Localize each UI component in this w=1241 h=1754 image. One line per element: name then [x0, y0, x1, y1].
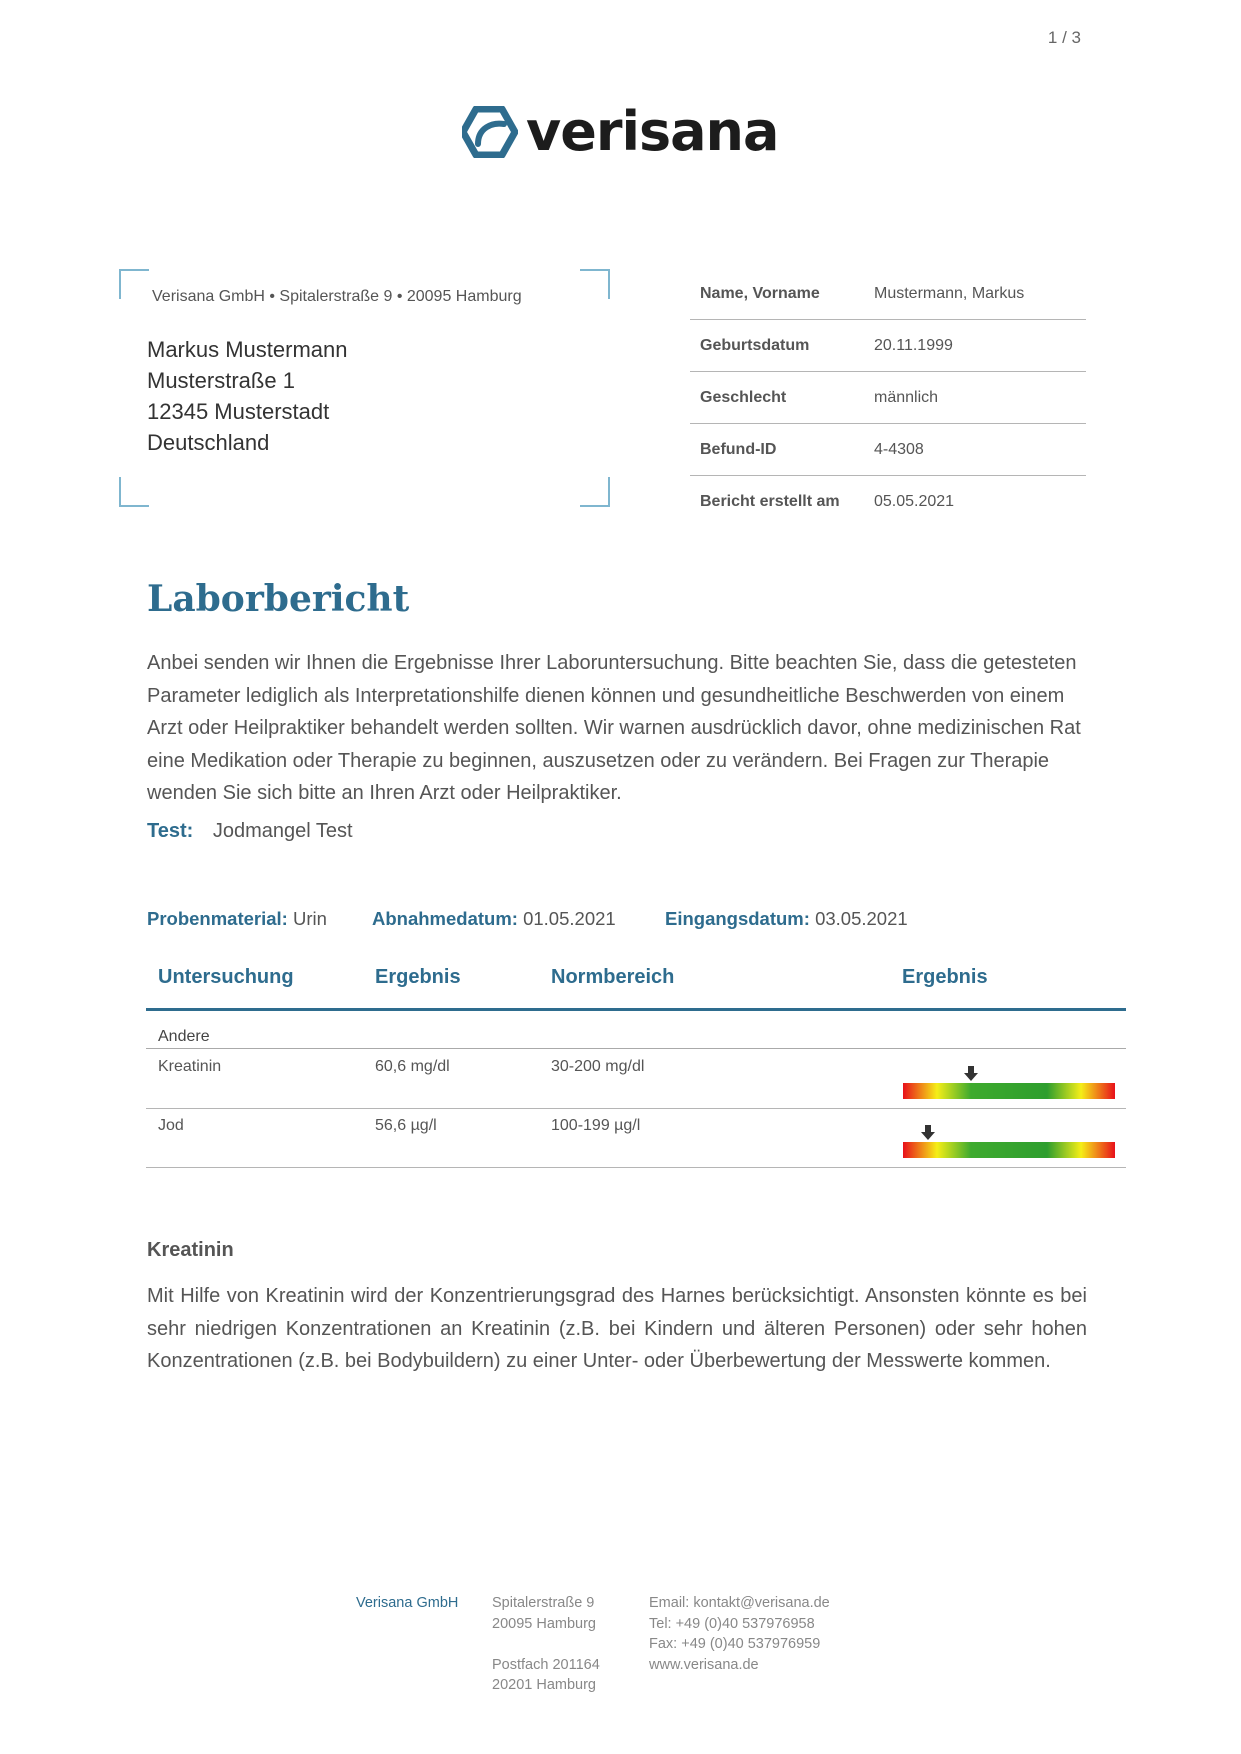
- info-value: 4-4308: [874, 440, 924, 458]
- recipient-address: [147, 334, 348, 458]
- footer-website: www.verisana.de: [649, 1656, 759, 1673]
- page-number: 1 / 3: [1047, 28, 1081, 47]
- header-divider: [146, 1008, 1126, 1011]
- result-marker-arrow-icon: [963, 1066, 979, 1082]
- row-name: Jod: [158, 1117, 184, 1134]
- sample-material: [147, 908, 327, 930]
- recipient-street: Musterstraße 1: [147, 368, 295, 393]
- sample-collection-date: [372, 908, 616, 930]
- column-header-ergebnis-graph: Ergebnis: [902, 966, 988, 988]
- column-header-normbereich: Normbereich: [551, 966, 675, 988]
- result-range-bar: [903, 1142, 1115, 1158]
- test-line: [147, 820, 353, 843]
- footer-postbox-line: 20201 Hamburg: [492, 1677, 596, 1693]
- footer-phone: Tel: +49 (0)40 537976958: [649, 1615, 815, 1632]
- footer-fax: Fax: +49 (0)40 537976959: [649, 1636, 821, 1652]
- row-divider: [146, 1108, 1126, 1109]
- test-value: Jodmangel Test: [212, 820, 353, 842]
- receipt-label: Eingangsdatum:: [665, 908, 810, 929]
- info-value: 05.05.2021: [874, 492, 955, 510]
- info-value: männlich: [874, 388, 939, 406]
- info-label: Bericht erstellt am: [700, 492, 840, 510]
- address-window-corner: [580, 477, 610, 507]
- verisana-logo: [462, 100, 778, 163]
- footer-contact: [649, 1593, 830, 1675]
- sender-line: Verisana GmbH • Spitalerstraße 9 • 20095 Hamburg: [152, 288, 522, 305]
- info-label: Geschlecht: [700, 388, 787, 406]
- info-row: [690, 268, 1086, 320]
- group-label: Andere: [158, 1028, 210, 1045]
- address-window-corner: [580, 269, 610, 299]
- receipt-value: 03.05.2021: [815, 908, 908, 929]
- address-window-corner: [119, 477, 149, 507]
- info-row: [690, 372, 1086, 424]
- brand-name: verisana: [526, 100, 779, 163]
- report-intro: Anbei senden wir Ihnen die Ergebnisse Ihrer Laboruntersuchung. Bitte beachten Sie, dass die getesteten Parameter lediglich als Interpretationshilfe dienen können und gesundheitliche Beschwerden von einem Arzt oder Heilpraktiker behandelt werden sollten. Wir warnen ausdrücklich davor, ohne medizinischen Rat eine Medikation oder Therapie zu beginnen, auszusetzen oder zu verändern. Bei Fragen zur Therapie wenden Sie sich bitte an Ihren Arzt oder Heilpraktiker.: [147, 652, 1081, 804]
- section-text: Mit Hilfe von Kreatinin wird der Konzentrierungsgrad des Harnes berücksichtigt. Ansonsten könnte es bei sehr niedrigen Konzentrationen an Kreatinin (z.B. bei Kindern und älteren Personen) oder sehr hohen Konzentrationen (z.B. bei Bodybuildern) zu einer Unter- oder Überbewertung der Messwerte kommen.: [147, 1285, 1087, 1372]
- row-divider: [146, 1167, 1126, 1168]
- result-range-bar: [903, 1083, 1115, 1099]
- footer-address-line: 20095 Hamburg: [492, 1615, 596, 1632]
- collection-label: Abnahmedatum:: [372, 908, 518, 929]
- row-name: Kreatinin: [158, 1058, 222, 1075]
- info-label: Befund-ID: [700, 440, 777, 458]
- sample-receipt-date: [665, 908, 908, 930]
- recipient-country: Deutschland: [147, 430, 270, 455]
- footer-address: [492, 1593, 600, 1696]
- verisana-logo-icon: [462, 106, 518, 158]
- section-heading: Kreatinin: [147, 1239, 234, 1261]
- collection-value: 01.05.2021: [523, 908, 616, 929]
- result-marker-arrow-icon: [920, 1125, 936, 1141]
- group-divider: [146, 1048, 1126, 1049]
- footer-email: Email: kontakt@verisana.de: [649, 1595, 830, 1611]
- report-title: Laborbericht: [147, 578, 410, 620]
- recipient-city: 12345 Musterstadt: [147, 399, 330, 424]
- info-value: Mustermann, Markus: [874, 284, 1025, 302]
- info-row: [690, 320, 1086, 372]
- patient-info-table: [690, 268, 1086, 527]
- material-label: Probenmaterial:: [147, 908, 288, 929]
- footer-postbox-line: Postfach 201164: [492, 1656, 600, 1673]
- column-header-ergebnis: Ergebnis: [375, 966, 461, 988]
- row-result: 56,6 µg/l: [375, 1117, 437, 1134]
- address-window-corner: [119, 269, 149, 299]
- info-label: Name, Vorname: [700, 284, 820, 302]
- row-range: 100-199 µg/l: [551, 1117, 641, 1134]
- footer-company: Verisana GmbH: [356, 1595, 459, 1611]
- recipient-name: Markus Mustermann: [147, 337, 348, 362]
- info-value: 20.11.1999: [874, 336, 953, 354]
- footer-address-line: Spitalerstraße 9: [492, 1595, 595, 1611]
- row-result: 60,6 mg/dl: [375, 1058, 450, 1075]
- row-range: 30-200 mg/dl: [551, 1058, 645, 1075]
- info-row: [690, 424, 1086, 476]
- material-value: Urin: [293, 908, 327, 929]
- test-label: Test:: [147, 820, 194, 842]
- column-header-untersuchung: Untersuchung: [158, 966, 294, 988]
- info-label: Geburtsdatum: [700, 336, 810, 354]
- info-row: [690, 476, 1086, 527]
